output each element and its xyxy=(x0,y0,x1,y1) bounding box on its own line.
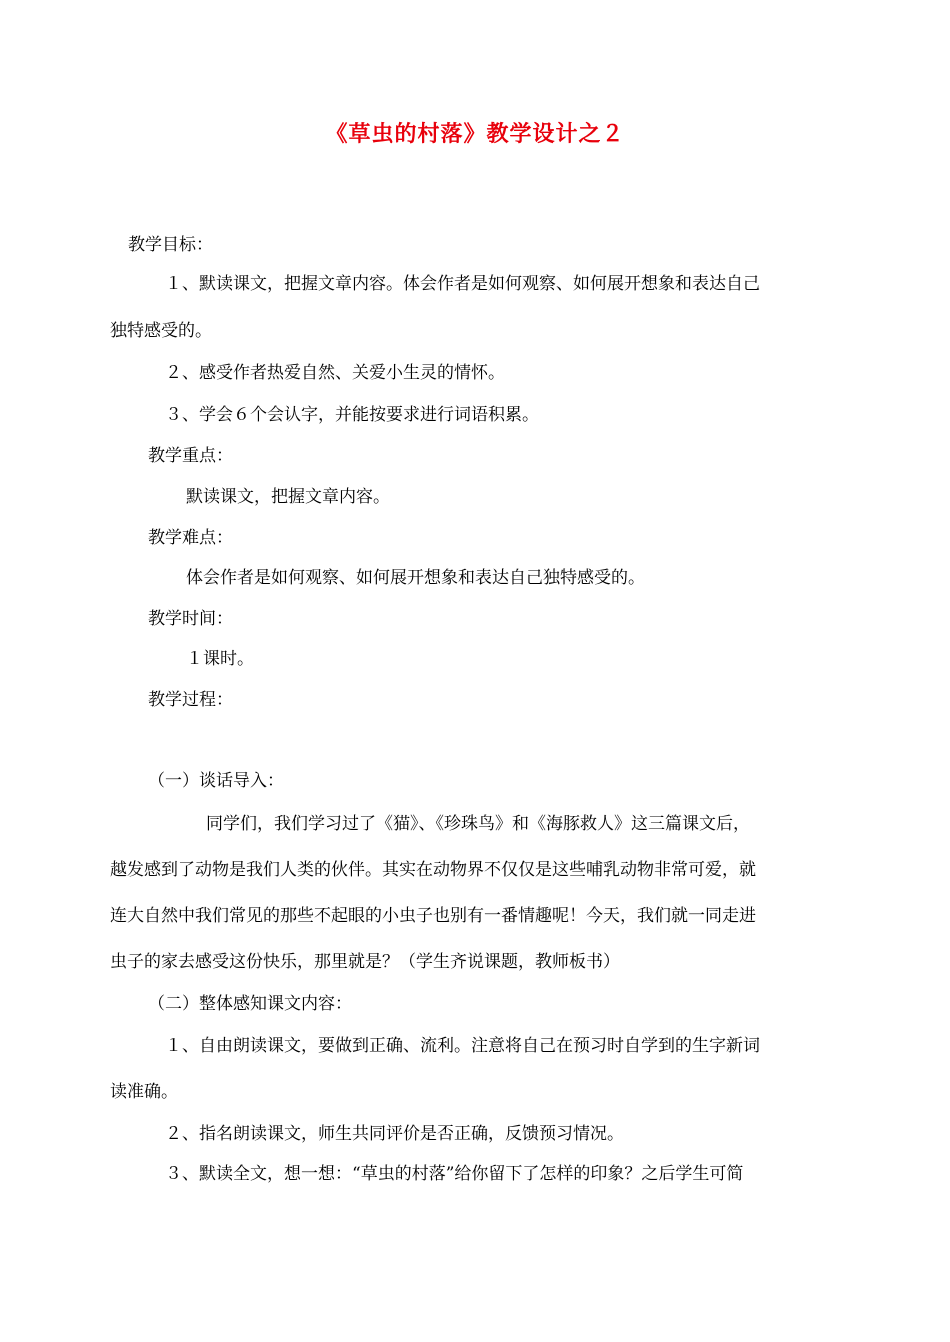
time-text: １课时。 xyxy=(186,649,254,669)
section-2-item-3-line-1: ３、默读全文，想一想：“草虫的村落”给你留下了怎样的印象？之后学生可简 xyxy=(165,1164,744,1184)
section-1-heading: （一）谈话导入： xyxy=(148,771,284,791)
section-2-item-1-line-1: １、自由朗读课文，要做到正确、流利。注意将自己在预习时自学到的生字新词 xyxy=(165,1036,760,1056)
objective-2: ２、感受作者热爱自然、关爱小生灵的情怀。 xyxy=(165,363,505,383)
time-heading: 教学时间： xyxy=(148,609,233,629)
process-heading: 教学过程： xyxy=(148,690,233,710)
difficulty-text: 体会作者是如何观察、如何展开想象和表达自己独特感受的。 xyxy=(186,568,645,588)
page-title: 《草虫的村落》教学设计之２ xyxy=(325,121,625,147)
section-1-line-2: 越发感到了动物是我们人类的伙伴。其实在动物界不仅仅是这些哺乳动物非常可爱，就 xyxy=(110,860,756,880)
section-1-line-1: 同学们，我们学习过了《猫》、《珍珠鸟》和《海豚救人》这三篇课文后， xyxy=(206,814,750,834)
key-point-heading: 教学重点： xyxy=(148,446,233,466)
difficulty-heading: 教学难点： xyxy=(148,528,233,548)
objective-1-line-1: １、默读课文，把握文章内容。体会作者是如何观察、如何展开想象和表达自己 xyxy=(165,274,760,294)
section-1-line-3: 连大自然中我们常见的那些不起眼的小虫子也别有一番情趣呢！今天，我们就一同走进 xyxy=(110,906,756,926)
section-1-line-4: 虫子的家去感受这份快乐，那里就是？（学生齐说课题，教师板书） xyxy=(110,952,620,972)
objective-1-line-2: 独特感受的。 xyxy=(110,321,212,341)
section-2-heading: （二）整体感知课文内容： xyxy=(148,994,352,1014)
objectives-heading: 教学目标： xyxy=(128,235,213,255)
section-2-item-2: ２、指名朗读课文，师生共同评价是否正确，反馈预习情况。 xyxy=(165,1124,624,1144)
objective-3: ３、学会６个会认字，并能按要求进行词语积累。 xyxy=(165,405,539,425)
key-point-text: 默读课文，把握文章内容。 xyxy=(186,487,390,507)
section-2-item-1-line-2: 读准确。 xyxy=(110,1082,178,1102)
